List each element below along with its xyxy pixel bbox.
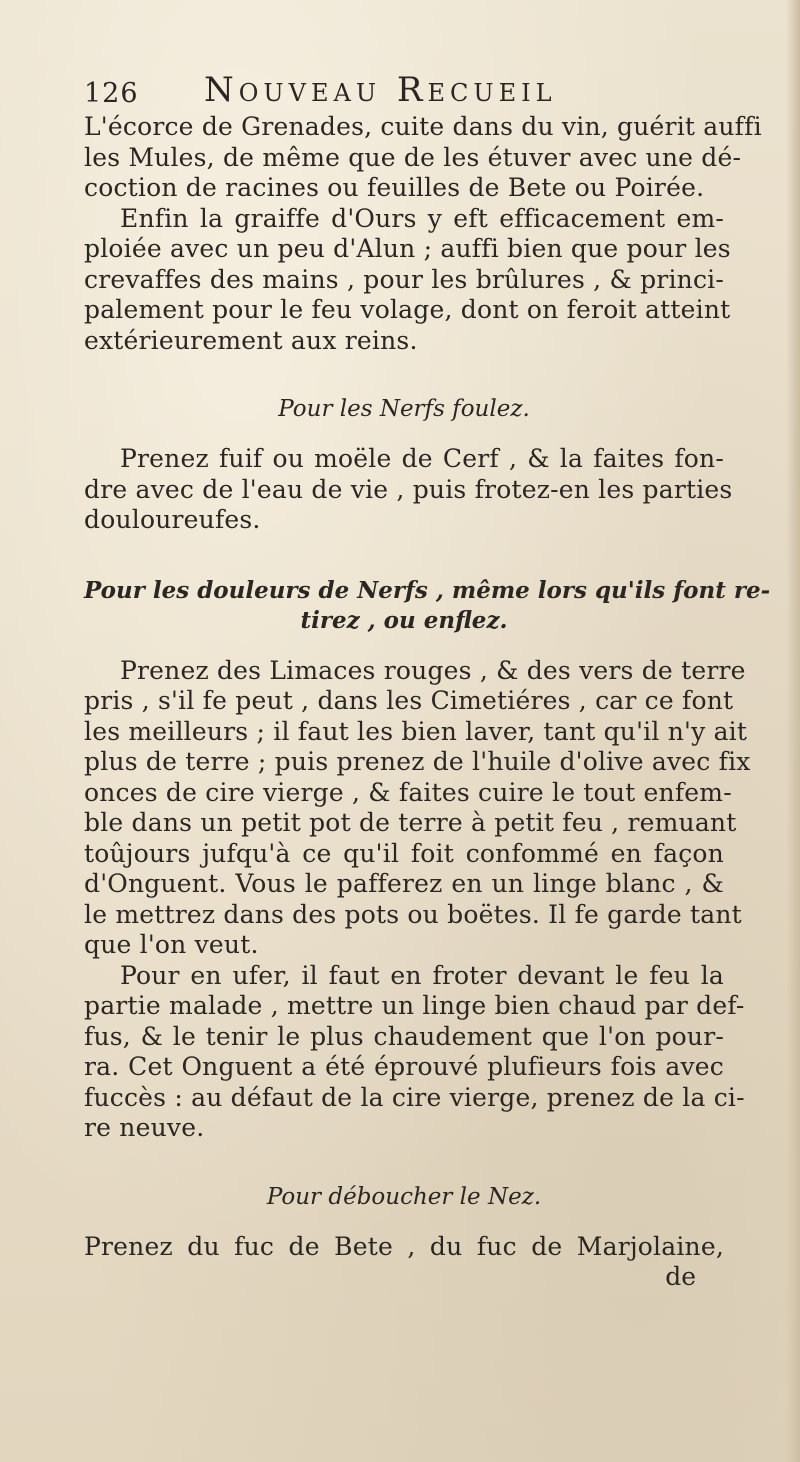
page-edge-shadow (786, 0, 800, 1462)
text-line: coction de racines ou feuilles de Bete ou Poirée. (84, 173, 705, 202)
paragraph-suc-bete (84, 1232, 724, 1263)
text-line: partie malade , mettre un linge bien chaud par def- (84, 991, 745, 1020)
text-line: Prenez du fuc de Bete , du fuc de Marjolaine, (84, 1231, 724, 1261)
text-line: ble dans un petit pot de terre à petit feu , remuant (84, 808, 737, 837)
text-line: onces de cire vierge , & faites cuire le tout enfem- (84, 777, 732, 807)
text-line: palement pour le feu volage, dont on feroit atteint (84, 295, 731, 324)
catchword: de (665, 1262, 696, 1291)
text-line: d'Onguent. Vous le pafferez en un linge blanc , & (84, 869, 724, 898)
text-line: Prenez des Limaces rouges , & des vers de terre (120, 655, 746, 685)
spacer (84, 1144, 724, 1182)
paragraph-grenades (84, 112, 762, 204)
text-line: ra. Cet Onguent a été éprouvé plufieurs fois avec (84, 1052, 724, 1081)
spacer (84, 424, 724, 444)
text-line: extérieurement aux reins. (84, 325, 418, 355)
text-line: plus de terre ; puis prenez de l'huile d'olive avec fix (84, 747, 751, 776)
text-line: le mettrez dans des pots ou boëtes. Il fe garde tant (84, 899, 742, 929)
text-line: dre avec de l'eau de vie , puis frotez-en les parties (84, 474, 733, 504)
text-line: re neuve. (84, 1113, 205, 1142)
section-heading-douleurs-nerfs (84, 576, 771, 636)
text-line: toûjours jufqu'à ce qu'il foit confommé en façon (84, 838, 724, 868)
text-line: douloureufes. (84, 505, 261, 534)
paragraph-moele-cerf (84, 444, 733, 536)
section-heading-deboucher-nez: Pour déboucher le Nez. (266, 1183, 542, 1210)
text-line: fuccès : au défaut de la cire vierge, prenez de la ci- (84, 1082, 745, 1112)
page-number: 126 (84, 78, 139, 109)
text-line: ploiée avec un peu d'Alun ; auffi bien que pour les (84, 234, 731, 263)
paragraph-limaces (84, 655, 751, 961)
text-line: Prenez fuif ou moële de Cerf , & la faites fon- (120, 444, 724, 473)
spacer (84, 636, 724, 656)
text-line: les Mules, de même que de les étuver avec une dé- (84, 142, 742, 172)
running-head: Nouveau Recueil (204, 70, 557, 110)
text-line: crevaffes des mains , pour les brûlures , & princi- (84, 264, 724, 294)
section-heading-nerfs-foulez: Pour les Nerfs foulez. (278, 396, 530, 422)
heading-line: Pour les douleurs de Nerfs , même lors qu'ils font re- (84, 576, 771, 604)
heading-line: tirez , ou enflez. (300, 606, 508, 634)
text-line: que l'on veut. (84, 930, 259, 959)
paragraph-ours (84, 203, 731, 357)
text-line: les meilleurs ; il faut les bien laver, tant qu'il n'y ait (84, 716, 748, 746)
spacer (84, 1212, 724, 1232)
text-line: Enfin la graiffe d'Ours y eft efficacement em- (120, 203, 724, 233)
text-line: pris , s'il fe peut , dans les Cimetiéres , car ce font (84, 686, 734, 715)
spacer (84, 536, 724, 576)
spacer (84, 356, 724, 394)
text-line: fus, & le tenir le plus chaudement que l'on pour- (84, 1021, 724, 1051)
paragraph-usage (84, 960, 745, 1144)
page-header (84, 70, 704, 116)
text-line: L'écorce de Grenades, cuite dans du vin, guérit auffi (84, 112, 762, 141)
text-line: Pour en ufer, il faut en froter devant le feu la (120, 960, 724, 990)
page-body (84, 112, 771, 1292)
